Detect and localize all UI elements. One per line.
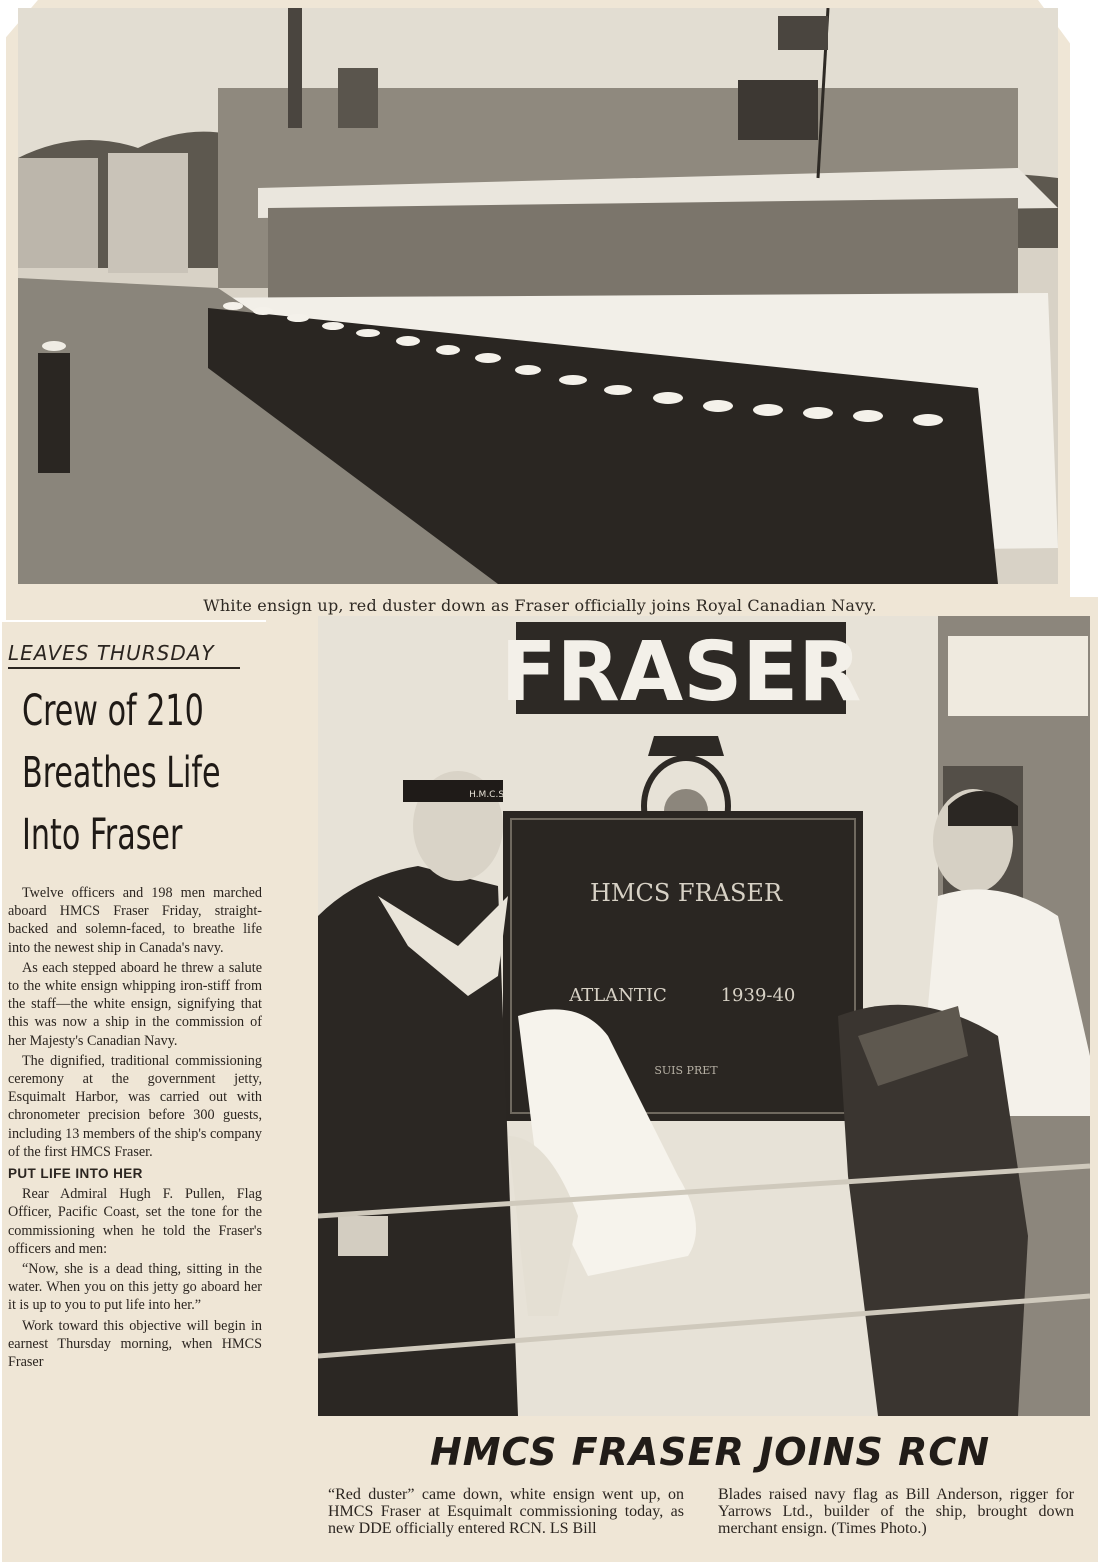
ship-name-sign: FRASER xyxy=(500,625,862,720)
headline-line: Breathes Life xyxy=(22,748,221,798)
article-headline xyxy=(22,680,221,866)
paragraph: The dignified, traditional commissioning ceremony at the government jetty, Esquimalt Harbor, was carried out with chronometer precision before 300 guests, including 13 members of the ship's company of the first HMCS Fraser. xyxy=(8,1052,262,1160)
article-kicker: LEAVES THURSDAY xyxy=(8,641,240,669)
paragraph: Rear Admiral Hugh F. Pullen, Flag Officer, Pacific Coast, set the tone for the commissioning when he told the Fraser's officers and men: xyxy=(8,1186,262,1257)
plaque-title: HMCS FRASER xyxy=(589,879,783,907)
headline-line: Into Fraser xyxy=(22,810,183,860)
feature-caption-left: “Red duster” came down, white ensign went up, on HMCS Fraser at Esquimalt commissioning today, as new DDE officially entered RCN. LS Bill xyxy=(328,1486,684,1537)
paragraph: As each stepped aboard he threw a salute to the white ensign whipping iron-stiff from the staff—the white ensign, signifying that this was now a ship in the commission of her Majesty's Canadian Navy. xyxy=(8,959,262,1049)
feature-headline: HMCS FRASER JOINS RCN xyxy=(429,1430,991,1474)
article-body xyxy=(8,884,262,1373)
plaque-years: 1939-40 xyxy=(720,985,796,1006)
top-photo-caption: White ensign up, red duster down as Fraser officially joins Royal Canadian Navy. xyxy=(203,596,877,615)
headline-line: Crew of 210 xyxy=(22,686,204,736)
plaque-motto: SUIS PRET xyxy=(654,1064,718,1077)
feature-caption-right: Blades raised navy flag as Bill Anderson, rigger for Yarrows Ltd., builder of the ship, brought down merchant ensign. (Times Photo.) xyxy=(718,1486,1074,1537)
article-subhead: PUT LIFE INTO HER xyxy=(8,1166,143,1182)
paragraph: “Now, she is a dead thing, sitting in the water. When you on this jetty go aboard her it is up to you to put life into her.” xyxy=(8,1261,262,1314)
plaque-battle: ATLANTIC xyxy=(569,985,667,1006)
paragraph: Work toward this objective will begin in earnest Thursday morning, when HMCS Fraser xyxy=(8,1317,262,1371)
cap-band-text: H.M.C.S. xyxy=(469,790,507,800)
main-photo xyxy=(318,616,1090,1416)
paragraph: Twelve officers and 198 men marched aboard HMCS Fraser Friday, straight-backed and solemn-faced, to breathe life into the newest ship in Canada's navy. xyxy=(8,885,262,956)
top-photo xyxy=(18,8,1058,584)
